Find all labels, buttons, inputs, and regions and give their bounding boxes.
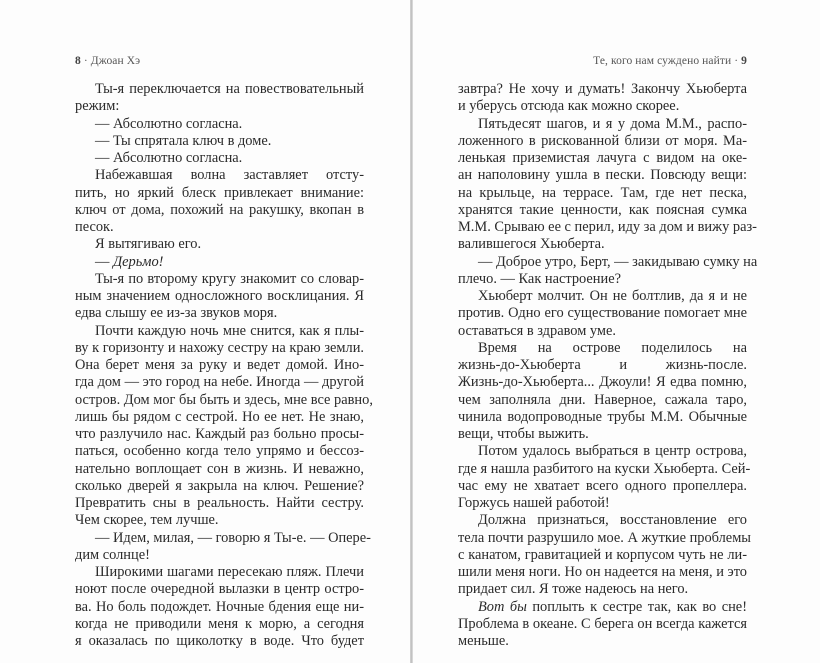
line-text: против. Одно его существование помогает мне	[458, 305, 747, 322]
line-text: с канатом, гравитацией и корпусом чуть не ли-	[458, 546, 747, 563]
line-text: Она берет меня за руку и ведет домой. Ино-	[75, 357, 364, 373]
text-line	[75, 202, 364, 219]
text-line	[458, 581, 747, 598]
page-number-left: 8	[75, 55, 81, 67]
line-text: Ты-я по второму кругу знакомит со словар-	[95, 270, 364, 287]
text-line	[75, 254, 364, 271]
text-line	[75, 288, 364, 305]
text-line	[75, 564, 364, 581]
text-line	[458, 185, 747, 202]
text-line	[458, 616, 747, 633]
text-line	[75, 150, 364, 167]
line-text: когда не приводили меня к морю, а сегодня	[75, 615, 364, 632]
text-line	[75, 633, 364, 650]
text-line	[75, 236, 364, 253]
text-line	[75, 478, 364, 495]
line-text: где я нашла разбитого на куски Хьюберта. Сей-	[458, 460, 751, 477]
line-text: Пятьдесят шагов, и я у дома М.М., распо-	[478, 115, 747, 132]
line-text: плечо. — Как настроение?	[458, 270, 621, 287]
text-line	[75, 133, 364, 150]
line-text: едва слышу ее из-за звуков моря.	[75, 305, 278, 322]
page-number-right: 9	[741, 55, 747, 67]
text-line	[458, 288, 747, 305]
line-text: дим солнце!	[75, 546, 150, 563]
text-line	[458, 426, 747, 443]
line-text: Превратить сны в реальность. Найти сестру.	[75, 495, 364, 511]
line-text: Время на острове поделилось на	[478, 339, 747, 356]
text-line	[458, 374, 747, 391]
text-line	[458, 478, 747, 495]
text-line	[458, 599, 747, 616]
line-text: — Ты спрятала ключ в доме.	[95, 132, 272, 149]
line-text: Я вытягиваю его.	[95, 236, 202, 253]
line-text: сколько дверей я закрыла на ключ. Решение?	[75, 477, 364, 494]
line-text: песок.	[75, 219, 114, 235]
text-line	[458, 271, 747, 288]
line-text: что разлучило нас. Каждый раз больно просы-	[75, 426, 364, 442]
line-text: чинила водопроводные трубы М.М. Обычные	[458, 408, 747, 425]
text-line	[75, 529, 371, 547]
italic-text: Вот бы	[478, 598, 527, 615]
text-line	[75, 512, 364, 529]
line-text: вещи, чтобы выжить.	[458, 426, 589, 442]
line-text: остров. Дом мог бы быть и здесь, мне все равно,	[75, 391, 373, 408]
line-text: хранятся такие ценности, как поясная сумка	[458, 201, 747, 218]
text-line	[458, 167, 747, 184]
line-text: Проблема в океане. С берега он всегда кажется	[458, 615, 747, 632]
text-line	[458, 564, 747, 581]
left-running-head	[75, 55, 140, 67]
line-text: ву к горизонту и нахожу сестру на краю земли.	[75, 339, 364, 356]
text-line	[458, 529, 751, 547]
line-text: ленькая приземистая лачуга с видом на оке-	[458, 150, 747, 166]
text-line	[75, 219, 364, 236]
text-line	[75, 409, 364, 426]
text-line	[458, 236, 747, 253]
line-text: Чем скорее, тем лучше.	[75, 512, 219, 529]
text-line	[458, 357, 747, 374]
text-line	[458, 116, 747, 133]
line-text: — Абсолютно согласна.	[95, 115, 243, 132]
text-line	[75, 167, 364, 184]
text-line	[458, 253, 758, 271]
text-line	[458, 150, 747, 167]
line-text: шили меня ноги. Но он надеется на меня, и это	[458, 564, 747, 580]
text-line	[75, 616, 364, 633]
text-line	[75, 426, 364, 443]
line-text: Набежавшая волна заставляет отсту-	[95, 167, 364, 184]
text-line	[458, 460, 751, 478]
line-text: придает сил. Я тоже надеюсь на него.	[458, 581, 689, 598]
text-line	[458, 409, 747, 426]
text-line	[75, 374, 364, 391]
line-text: — Абсолютно согласна.	[95, 150, 243, 166]
line-text: Должна признаться, восстановление его	[478, 512, 747, 529]
line-text: гда дом — это город на небе. Иногда — другой	[75, 374, 364, 391]
italic-text: Дерьмо!	[113, 253, 164, 270]
text-line	[75, 271, 364, 288]
left-body-text	[75, 81, 373, 650]
line-text: меньше.	[458, 633, 509, 649]
line-text: и уберусь отсюда как можно скорее.	[458, 98, 680, 115]
text-line	[458, 202, 747, 219]
text-line	[458, 512, 747, 529]
right-page	[413, 0, 820, 663]
right-running-head	[593, 55, 747, 67]
book-title: Те, кого нам суждено найти	[593, 55, 732, 67]
line-text: лишь бы рядом с сестрой. Но ее нет. Не знаю,	[75, 408, 364, 425]
line-text: — Доброе утро, Берт, — закидываю сумку на	[478, 253, 758, 270]
text-line	[458, 305, 747, 322]
line-text: ан наполовину ушла в пески. Повсюду вещи:	[458, 167, 747, 184]
text-line	[458, 219, 757, 236]
text-line	[458, 392, 747, 409]
text-line	[75, 581, 364, 598]
text-line	[458, 633, 747, 650]
line-text: пить, но яркий блеск привлекает внимание:	[75, 184, 364, 201]
text-line	[458, 547, 747, 564]
line-text: —	[95, 253, 113, 270]
text-line	[75, 81, 364, 98]
text-line	[75, 305, 364, 322]
text-line	[75, 547, 364, 564]
line-text: жизнь-до-Хьюберта и жизнь-после.	[458, 357, 747, 373]
text-line	[75, 495, 364, 512]
line-text: режим:	[75, 98, 120, 115]
text-line	[75, 443, 364, 460]
text-line	[75, 357, 364, 374]
line-text: — Идем, милая, — говорю я Ты-е. — Опере-	[95, 529, 371, 546]
line-text: час ему не хватает всего одного пропеллера.	[458, 477, 747, 494]
text-line	[75, 323, 364, 340]
text-line	[458, 340, 747, 357]
line-text: тела почти разрушило мое. А жуткие проблемы	[458, 529, 751, 546]
line-text: Потом удалось выбраться в центр острова,	[478, 443, 747, 460]
line-text: валившегося Хьюберта.	[458, 236, 605, 253]
right-body-text	[458, 81, 758, 650]
line-text: я оказалась по щиколотку в воде. Что будет	[75, 633, 364, 649]
line-text: завтра? Не хочу и думать! Закончу Хьюберта	[458, 81, 747, 97]
text-line	[75, 599, 364, 616]
line-text: ложенного в рискованной близи от моря. Ма-	[458, 132, 747, 149]
line-text: ва. Но боль подождет. Ночные бдения еще ни-	[75, 598, 364, 615]
line-text: Широкими шагами пересекаю пляж. Плечи	[95, 564, 364, 580]
line-text: поплыть к сестре так, как во сне!	[526, 598, 747, 615]
text-line	[458, 443, 747, 460]
running-head-separator: ·	[731, 55, 742, 67]
text-line	[458, 133, 747, 150]
line-text: Почти каждую ночь мне снится, как я плы-	[95, 322, 364, 339]
text-line	[75, 461, 364, 478]
line-text: чем заполняла дни. Наверное, сажала таро,	[458, 391, 747, 408]
line-text: ноют после очередной вылазки в центр остро-	[75, 581, 364, 598]
text-line	[75, 185, 364, 202]
text-line	[75, 391, 373, 409]
text-line	[458, 81, 747, 98]
text-line	[458, 323, 747, 340]
line-text: паться, особенно когда тело упрямо и бессоз-	[75, 443, 364, 460]
running-head-separator: ·	[80, 55, 91, 67]
line-text: Ты-я переключается на повествовательный	[95, 81, 364, 97]
text-line	[458, 98, 747, 115]
author-name: Джоан Хэ	[90, 55, 141, 67]
line-text: Хьюберт молчит. Он не болтлив, да я и не	[478, 288, 747, 304]
text-line	[458, 495, 747, 512]
text-line	[75, 116, 364, 133]
line-text: нательно воплощает сон в жизнь. И неважно,	[75, 460, 364, 477]
line-text: ключ от дома, похожий на ракушку, вкопан в	[75, 201, 364, 218]
line-text: Жизнь-до-Хьюберта... Джоули! Я едва помню,	[458, 374, 747, 391]
line-text: ным значением односложного восклицания. Я	[75, 288, 364, 304]
line-text: оставаться в здравом уме.	[458, 322, 617, 339]
line-text: на крыльце, на террасе. Там, где нет песка,	[458, 184, 747, 201]
text-line	[75, 340, 364, 357]
text-line	[75, 98, 364, 115]
line-text: Горжусь нашей работой!	[458, 495, 610, 511]
line-text: М.М. Срываю ее с перил, иду за дом и вижу раз-	[458, 219, 757, 235]
